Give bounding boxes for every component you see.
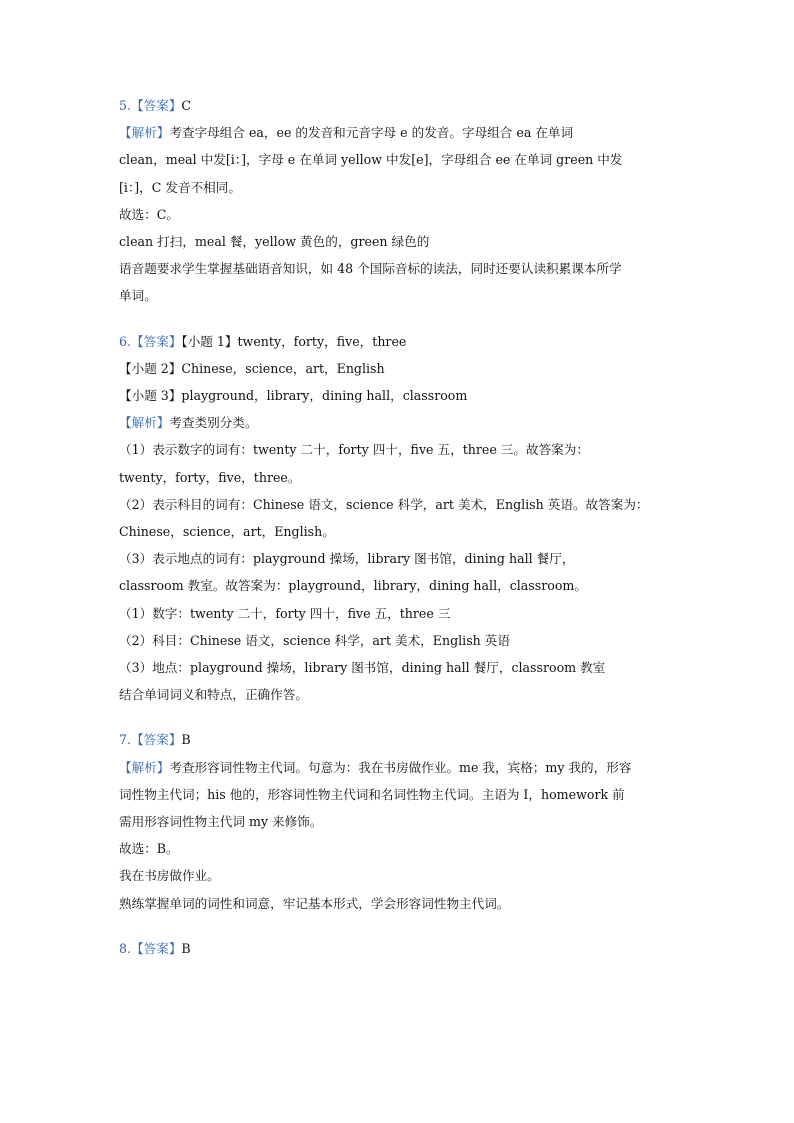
spacer [119, 708, 689, 726]
q5-line: clean 打扫，meal 餐，yellow 黄色的，green 绿色的 [119, 234, 430, 250]
q7-line: 我在书房做作业。 [119, 868, 220, 884]
q6-answer-first: 【小题 1】twenty，forty，five，three [181, 333, 407, 349]
q8-answer-tag: 【答案】 [131, 940, 182, 956]
q5-line: clean，meal 中发[i：]，字母 e 在单词 yellow 中发[e]，字母组合 ee 在单词 green 中发 [119, 152, 623, 168]
q5-analysis-text: 考查字母组合 ea，ee 的发音和元音字母 e 的发音。字母组合 ea 在单词 [169, 125, 574, 141]
q7-line: 熟练掌握单词的词性和词意，牢记基本形式，学会形容词性物主代词。 [119, 895, 510, 911]
q5-line: 语音题要求学生掌握基础语音知识，如 48 个国际音标的读法，同时还要认读积累课本所学 [119, 261, 622, 277]
q6-line: 结合单词词义和特点，正确作答。 [119, 687, 308, 703]
q8-answer-line [119, 935, 689, 962]
q6-line: （2）科目：Chinese 语文，science 科学，art 美术，English 英语 [119, 632, 510, 648]
q7-line: 需用形容词性物主代词 my 来修饰。 [119, 814, 323, 830]
q5-number: 5. [119, 98, 132, 113]
spacer [119, 917, 689, 935]
q6-line: （3）地点：playground 操场，library 图书馆，dining hall 餐厅，classroom 教室 [119, 660, 606, 676]
q7-line: 词性物主代词；his 他的，形容词性物主代词和名词性物主代词。主语为 I，homework 前 [119, 786, 625, 802]
q6-answer-sub: 【小题 2】Chinese，science，art，English [119, 360, 385, 376]
q6-answer-tag: 【答案】 [131, 333, 182, 349]
q7-answer-line [119, 726, 689, 753]
q5-analysis-tag: 【解析】 [119, 125, 170, 141]
q7-analysis-tag: 【解析】 [119, 759, 170, 775]
q7-answer: B [181, 732, 191, 748]
q7-answer-tag: 【答案】 [131, 732, 182, 748]
q6-line: （3）表示地点的词有：playground 操场，library 图书馆，dining hall 餐厅， [119, 551, 575, 567]
q8-number: 8. [119, 940, 132, 956]
q7-line: 故选：B。 [119, 841, 179, 857]
q6-number: 6. [119, 333, 132, 349]
spacer [119, 310, 689, 328]
q6-line: （1）表示数字的词有：twenty 二十，forty 四十，five 五，three 三。故答案为： [119, 442, 589, 458]
q7-analysis-text: 考查形容词性物主代词。句意为：我在书房做作业。me 我，宾格；my 我的，形容 [169, 759, 632, 775]
q5-line: 单词。 [119, 288, 157, 304]
q6-line: Chinese，science，art，English。 [119, 524, 335, 540]
q6-answer-sub: 【小题 3】playground，library，dining hall，classroom [119, 388, 468, 404]
q5-line: [i：]，C 发音不相同。 [119, 179, 241, 195]
q6-line: （1）数字：twenty 二十，forty 四十，five 五，three 三 [119, 605, 451, 621]
q6-answer-line [119, 328, 689, 355]
q5-line: 故选：C。 [119, 206, 180, 222]
q5-answer-tag: 【答案】 [131, 98, 182, 113]
q5-answer-line [119, 92, 689, 119]
q5-answer: C [181, 98, 192, 113]
q6-line: twenty，forty，five，three。 [119, 469, 301, 485]
q6-analysis-line [119, 409, 689, 436]
q6-line: （2）表示科目的词有：Chinese 语文，science 科学，art 美术，English 英语。故答案为： [119, 496, 649, 512]
q6-analysis-tag: 【解析】 [119, 415, 170, 431]
answer-document [119, 92, 689, 962]
q7-number: 7. [119, 732, 132, 748]
q5-analysis-line [119, 119, 689, 146]
q7-analysis-line [119, 754, 689, 781]
q6-analysis-text: 考查类别分类。 [169, 415, 258, 431]
q6-line: classroom 教室。故答案为：playground，library，dining hall，classroom。 [119, 578, 587, 594]
q8-answer: B [181, 940, 191, 956]
